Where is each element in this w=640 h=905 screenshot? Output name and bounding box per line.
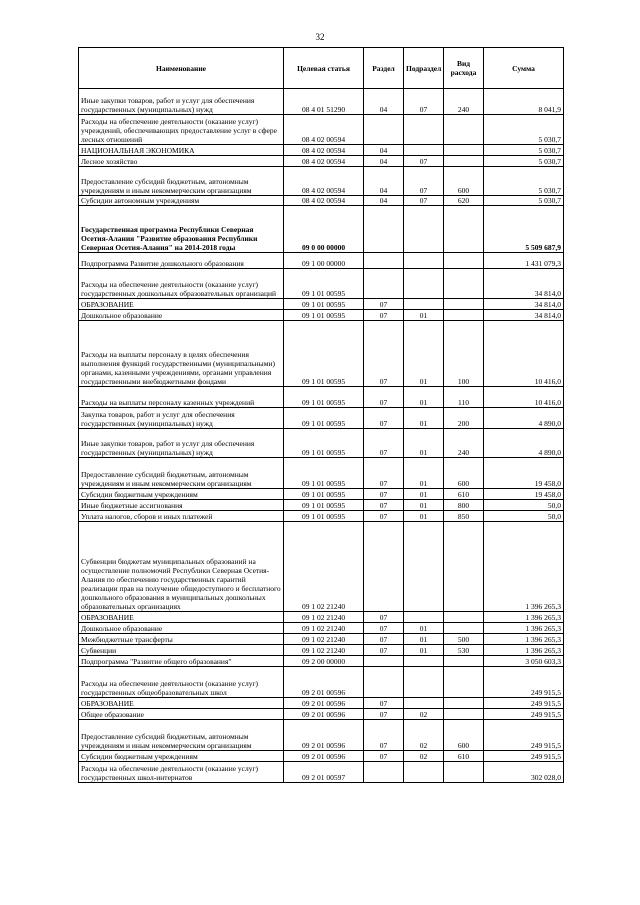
row-section: 04 (364, 167, 404, 196)
row-sum: 34 814,0 (484, 269, 564, 299)
row-sum: 8 041,9 (484, 89, 564, 115)
row-type: 600 (444, 458, 484, 489)
row-subsection: 01 (404, 511, 444, 522)
row-name: Уплата налогов, сборов и иных платежей (79, 511, 284, 522)
row-name: Субвенции (79, 645, 284, 656)
row-code: 09 1 00 00000 (284, 253, 364, 269)
row-subsection (404, 762, 444, 783)
row-section (364, 656, 404, 667)
row-name: Субсидии автономным учреждениям (79, 196, 284, 206)
row-sum: 1 431 079,3 (484, 253, 564, 269)
row-type: 200 (444, 408, 484, 429)
table-row (79, 321, 564, 387)
row-code: 08 4 02 00594 (284, 115, 364, 145)
row-subsection (404, 269, 444, 299)
row-sum: 3 050 603,3 (484, 656, 564, 667)
row-name: Расходы на выплаты персоналу казенных учреждений (79, 387, 284, 408)
row-code: 08 4 02 00594 (284, 196, 364, 206)
row-sum: 249 915,5 (484, 751, 564, 762)
row-code: 08 4 02 00594 (284, 145, 364, 156)
row-subsection: 02 (404, 751, 444, 762)
row-name: Иные закупки товаров, работ и услуг для обеспечения государственных (муниципальных) нужд (79, 89, 284, 115)
row-subsection (404, 698, 444, 709)
row-name: Расходы на выплаты персоналу в целях обеспечения выполнения функций государственными (муниципальными) органами, казенными учреждениями, органами управления государственными внебюджетными фондами (79, 321, 284, 387)
row-section (364, 269, 404, 299)
table-row (79, 89, 564, 115)
table-row (79, 489, 564, 500)
row-section: 04 (364, 156, 404, 167)
table-row (79, 145, 564, 156)
row-type (444, 612, 484, 623)
table-row (79, 408, 564, 429)
table-row (79, 115, 564, 145)
row-code: 09 1 02 21240 (284, 634, 364, 645)
row-subsection: 01 (404, 310, 444, 321)
row-type (444, 623, 484, 634)
row-name: Межбюджетные трансферты (79, 634, 284, 645)
table-row (79, 645, 564, 656)
row-name: ОБРАЗОВАНИЕ (79, 612, 284, 623)
table-row (79, 387, 564, 408)
row-type (444, 522, 484, 612)
row-type: 610 (444, 489, 484, 500)
row-section: 07 (364, 489, 404, 500)
row-subsection: 07 (404, 89, 444, 115)
table-row (79, 429, 564, 458)
table-row (79, 667, 564, 698)
row-code: 08 4 01 51290 (284, 89, 364, 115)
row-name: Дошкольное образование (79, 310, 284, 321)
table-row (79, 612, 564, 623)
table-row (79, 253, 564, 269)
row-code: 09 1 02 21240 (284, 522, 364, 612)
row-sum: 5 030,7 (484, 167, 564, 196)
row-code: 09 1 01 00595 (284, 500, 364, 511)
row-name: Субсидии бюджетным учреждениям (79, 489, 284, 500)
row-type (444, 762, 484, 783)
row-name: Расходы на обеспечение деятельности (оказание услуг) государственных дошкольных образовательных организаций (79, 269, 284, 299)
row-section: 07 (364, 720, 404, 751)
row-type: 600 (444, 720, 484, 751)
row-sum: 19 458,0 (484, 489, 564, 500)
row-subsection: 01 (404, 408, 444, 429)
row-sum: 249 915,5 (484, 720, 564, 751)
row-subsection: 02 (404, 720, 444, 751)
table-row (79, 167, 564, 196)
row-subsection: 01 (404, 458, 444, 489)
table-row (79, 698, 564, 709)
row-type: 600 (444, 167, 484, 196)
row-type (444, 145, 484, 156)
row-sum: 10 416,0 (484, 321, 564, 387)
row-section (364, 762, 404, 783)
table-row (79, 299, 564, 310)
row-code: 09 1 01 00595 (284, 387, 364, 408)
row-section: 04 (364, 145, 404, 156)
row-section: 07 (364, 645, 404, 656)
row-sum: 5 030,7 (484, 145, 564, 156)
row-sum: 1 396 265,3 (484, 522, 564, 612)
row-type (444, 656, 484, 667)
row-type (444, 299, 484, 310)
row-section: 04 (364, 89, 404, 115)
row-name: Дошкольное образование (79, 623, 284, 634)
row-section: 07 (364, 634, 404, 645)
row-type (444, 156, 484, 167)
row-type: 620 (444, 196, 484, 206)
row-section: 07 (364, 511, 404, 522)
row-subsection: 01 (404, 321, 444, 387)
header-code: Целевая статья (284, 48, 364, 89)
row-type: 530 (444, 645, 484, 656)
row-section: 07 (364, 299, 404, 310)
row-code: 09 1 01 00595 (284, 429, 364, 458)
row-code: 09 1 01 00595 (284, 511, 364, 522)
table-row (79, 656, 564, 667)
row-subsection: 01 (404, 500, 444, 511)
table-row (79, 206, 564, 253)
row-code: 09 2 01 00596 (284, 667, 364, 698)
row-section (364, 206, 404, 253)
row-section (364, 253, 404, 269)
row-code: 09 1 01 00595 (284, 408, 364, 429)
row-code: 09 1 01 00595 (284, 458, 364, 489)
row-type: 800 (444, 500, 484, 511)
row-type: 100 (444, 321, 484, 387)
row-name: Расходы на обеспечение деятельности (оказание услуг) государственных общеобразовательных школ (79, 667, 284, 698)
row-name: Государственная программа Республики Северная Осетия-Алания "Развитие образования Республики Северная Осетия-Алания" на 2014-2018 годы (79, 206, 284, 253)
row-name: Подпрограмма "Развитие общего образования" (79, 656, 284, 667)
row-subsection: 01 (404, 429, 444, 458)
table-row (79, 720, 564, 751)
row-section: 07 (364, 458, 404, 489)
row-subsection (404, 656, 444, 667)
row-code: 09 1 01 00595 (284, 321, 364, 387)
row-name: Иные бюджетные ассигнования (79, 500, 284, 511)
table-row (79, 709, 564, 720)
table-row (79, 634, 564, 645)
row-type: 850 (444, 511, 484, 522)
row-subsection: 01 (404, 645, 444, 656)
row-code: 09 1 01 00595 (284, 299, 364, 310)
row-subsection (404, 206, 444, 253)
row-subsection: 01 (404, 489, 444, 500)
row-sum: 1 396 265,3 (484, 634, 564, 645)
row-code: 09 2 01 00597 (284, 762, 364, 783)
row-sum: 5 509 687,9 (484, 206, 564, 253)
row-name: Расходы на обеспечение деятельности (оказание услуг) учреждений, обеспечивающих предоставление услуг в сфере лесных отношений (79, 115, 284, 145)
row-subsection: 02 (404, 709, 444, 720)
row-subsection: 07 (404, 196, 444, 206)
row-type: 240 (444, 429, 484, 458)
table-row (79, 762, 564, 783)
row-code: 08 4 02 00594 (284, 156, 364, 167)
row-code: 09 1 02 21240 (284, 645, 364, 656)
row-section: 07 (364, 310, 404, 321)
row-sum: 5 030,7 (484, 156, 564, 167)
row-sum: 10 416,0 (484, 387, 564, 408)
header-subsection: Подраздел (404, 48, 444, 89)
table-row (79, 196, 564, 206)
table-body (79, 89, 564, 783)
row-sum: 5 030,7 (484, 115, 564, 145)
header-section: Раздел (364, 48, 404, 89)
row-code: 09 2 01 00596 (284, 751, 364, 762)
row-name: Расходы на обеспечение деятельности (оказание услуг) государственных школ-интернатов (79, 762, 284, 783)
row-sum: 5 030,7 (484, 196, 564, 206)
row-section: 07 (364, 612, 404, 623)
row-name: Иные закупки товаров, работ и услуг для обеспечения государственных (муниципальных) нужд (79, 429, 284, 458)
row-type: 110 (444, 387, 484, 408)
row-name: Субвенции бюджетам муниципальных образований на осуществление полномочий Республики Северная Осетия-Алания по обеспечению государственных гарантий реализации прав на получение общедоступного и бесплатного дошкольного образования в муниципальных дошкольных образовательных организациях (79, 522, 284, 612)
row-name: ОБРАЗОВАНИЕ (79, 299, 284, 310)
row-code: 08 4 02 00594 (284, 167, 364, 196)
row-subsection (404, 522, 444, 612)
row-section: 07 (364, 623, 404, 634)
row-section: 07 (364, 709, 404, 720)
row-subsection: 07 (404, 167, 444, 196)
row-name: Предоставление субсидий бюджетным, автономным учреждениям и иным некоммерческим организациям (79, 167, 284, 196)
row-section (364, 522, 404, 612)
row-name: ОБРАЗОВАНИЕ (79, 698, 284, 709)
row-section: 07 (364, 500, 404, 511)
table-row (79, 310, 564, 321)
row-sum: 1 396 265,3 (484, 623, 564, 634)
row-name: Общее образование (79, 709, 284, 720)
row-section (364, 115, 404, 145)
row-sum: 19 458,0 (484, 458, 564, 489)
row-type (444, 667, 484, 698)
header-name: Наименование (79, 48, 284, 89)
row-subsection: 01 (404, 634, 444, 645)
table-row (79, 269, 564, 299)
row-type (444, 206, 484, 253)
table-row (79, 511, 564, 522)
row-sum: 249 915,5 (484, 698, 564, 709)
row-type: 500 (444, 634, 484, 645)
row-subsection: 01 (404, 387, 444, 408)
page-number: 32 (315, 32, 325, 42)
row-subsection (404, 299, 444, 310)
table-header-row (79, 48, 564, 89)
row-type: 240 (444, 89, 484, 115)
row-code: 09 2 01 00596 (284, 698, 364, 709)
row-name: Субсидии бюджетным учреждениям (79, 751, 284, 762)
row-code: 09 1 01 00595 (284, 310, 364, 321)
table-row (79, 458, 564, 489)
row-code: 09 1 02 21240 (284, 623, 364, 634)
row-section (364, 667, 404, 698)
row-name: Лесное хозяйство (79, 156, 284, 167)
row-type (444, 709, 484, 720)
row-type (444, 310, 484, 321)
table-row (79, 500, 564, 511)
table-row (79, 156, 564, 167)
row-section: 07 (364, 387, 404, 408)
table-row (79, 751, 564, 762)
row-code: 09 1 02 21240 (284, 612, 364, 623)
row-subsection (404, 145, 444, 156)
row-sum: 4 890,0 (484, 429, 564, 458)
row-code: 09 2 01 00596 (284, 709, 364, 720)
row-section: 07 (364, 429, 404, 458)
row-code: 09 2 01 00596 (284, 720, 364, 751)
row-section: 07 (364, 698, 404, 709)
budget-table (78, 47, 564, 783)
row-section: 07 (364, 408, 404, 429)
row-name: Предоставление субсидий бюджетным, автономным учреждениям и иным некоммерческим организациям (79, 458, 284, 489)
table-row (79, 522, 564, 612)
row-sum: 34 814,0 (484, 299, 564, 310)
row-subsection (404, 253, 444, 269)
table-row (79, 623, 564, 634)
row-section: 04 (364, 196, 404, 206)
row-subsection: 01 (404, 623, 444, 634)
row-type (444, 115, 484, 145)
row-section: 07 (364, 321, 404, 387)
row-name: Предоставление субсидий бюджетным, автономным учреждениям и иным некоммерческим организациям (79, 720, 284, 751)
row-sum: 249 915,5 (484, 709, 564, 720)
row-code: 09 1 01 00595 (284, 269, 364, 299)
row-type: 610 (444, 751, 484, 762)
row-name: Подпрограмма Развитие дошкольного образования (79, 253, 284, 269)
row-sum: 1 396 265,3 (484, 612, 564, 623)
row-section: 07 (364, 751, 404, 762)
row-sum: 50,0 (484, 511, 564, 522)
row-type (444, 253, 484, 269)
row-subsection (404, 115, 444, 145)
row-sum: 34 814,0 (484, 310, 564, 321)
row-sum: 249 915,5 (484, 667, 564, 698)
header-sum: Сумма (484, 48, 564, 89)
row-name: Закупка товаров, работ и услуг для обеспечения государственных (муниципальных) нужд (79, 408, 284, 429)
header-type: Вид расхода (444, 48, 484, 89)
row-subsection (404, 612, 444, 623)
row-type (444, 269, 484, 299)
row-type (444, 698, 484, 709)
row-subsection: 07 (404, 156, 444, 167)
row-code: 09 1 01 00595 (284, 489, 364, 500)
row-sum: 4 890,0 (484, 408, 564, 429)
row-name: НАЦИОНАЛЬНАЯ ЭКОНОМИКА (79, 145, 284, 156)
row-sum: 302 028,0 (484, 762, 564, 783)
row-sum: 50,0 (484, 500, 564, 511)
row-subsection (404, 667, 444, 698)
row-code: 09 2 00 00000 (284, 656, 364, 667)
row-code: 09 0 00 00000 (284, 206, 364, 253)
row-sum: 1 396 265,3 (484, 645, 564, 656)
